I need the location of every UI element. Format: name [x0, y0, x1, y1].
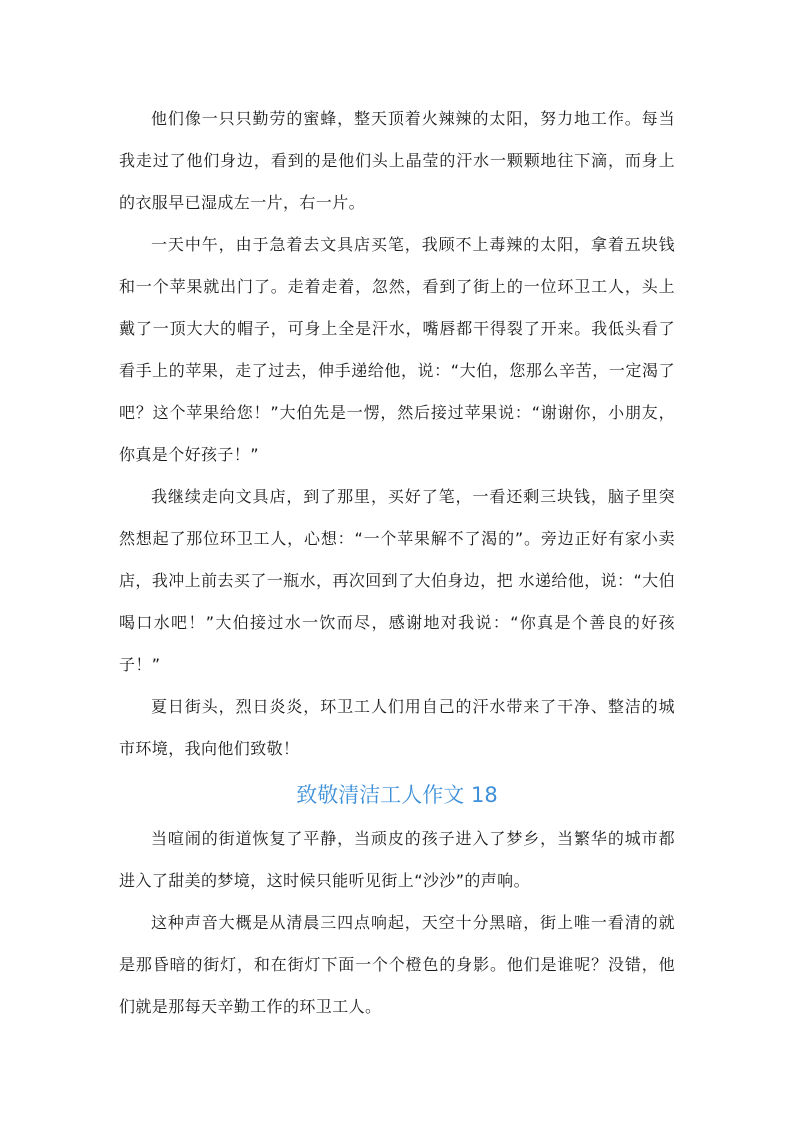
paragraph: 这种声音大概是从清晨三四点响起，天空十分黑暗，街上唯一看清的就是那昏暗的街灯，和在街灯下面一个个橙色的身影。他们是谁呢？没错，他们就是那每天辛勤工作的环卫工人。 — [119, 913, 675, 1016]
paragraph: 他们像一只只勤劳的蜜蜂，整天顶着火辣辣的太阳，努力地工作。每当我走过了他们身边，看到的是他们头上晶莹的汗水一颗颗地往下滴，而身上的衣服早已湿成左一片，右一片。 — [119, 109, 675, 212]
paragraph: 夏日街头，烈日炎炎，环卫工人们用自己的汗水带来了干净、整洁的城市环境，我向他们致敬！ — [119, 697, 675, 758]
paragraph: 当喧闹的街道恢复了平静，当顽皮的孩子进入了梦乡，当繁华的城市都进入了甜美的梦境，这时候只能听见街上“沙沙”的声响。 — [119, 829, 675, 890]
section-title: 致敬清洁工人作文 18 — [296, 783, 498, 807]
paragraph: 我继续走向文具店，到了那里，买好了笔，一看还剩三块钱，脑子里突然想起了那位环卫工人，心想：“一个苹果解不了渴的”。旁边正好有家小卖店，我冲上前去买了一瓶水，再次回到了大伯身边，把 水递给他，说：“大伯喝口水吧！”大伯接过水一饮而尽，感谢地对我说：“你真是个善良的好孩子！” — [119, 487, 675, 674]
paragraph: 一天中午，由于急着去文具店买笔，我顾不上毒辣的太阳，拿着五块钱和一个苹果就出门了。走着走着，忽然，看到了街上的一位环卫工人，头上戴了一顶大大的帽子，可身上全是汗水，嘴唇都干得裂了开来。我低头看了看手上的苹果，走了过去，伸手递给他，说：“大伯，您那么辛苦，一定渴了吧？这个苹果给您！”大伯先是一愣，然后接过苹果说：“谢谢你，小朋友，你真是个好孩子！” — [119, 235, 675, 464]
document-body — [119, 98, 675, 1028]
